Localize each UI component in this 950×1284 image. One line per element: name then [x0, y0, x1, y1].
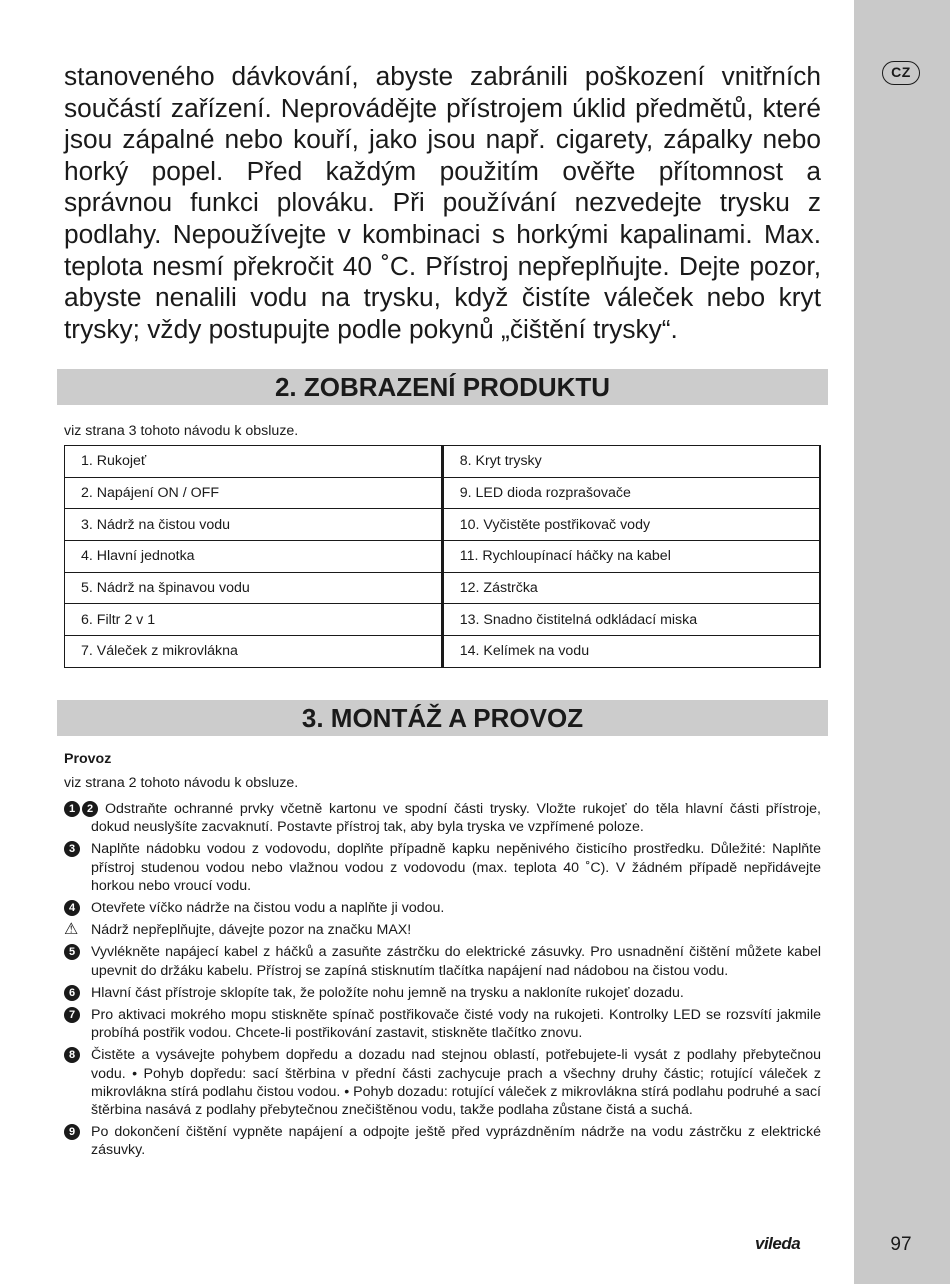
- step-text: Nádrž nepřeplňujte, dávejte pozor na značku MAX!: [91, 922, 412, 939]
- parts-row: [65, 604, 821, 636]
- parts-cell: 4. Hlavní jednotka: [65, 541, 443, 573]
- parts-cell: 14. Kelímek na vodu: [442, 636, 820, 668]
- step-number-badge: 1: [64, 801, 80, 817]
- vileda-logo: [755, 1234, 800, 1254]
- operation-steps: [64, 800, 821, 1164]
- parts-row: [65, 572, 821, 604]
- step-item: [64, 899, 821, 917]
- step-number-badge: 2: [82, 801, 98, 817]
- parts-table: [64, 445, 821, 668]
- step-markers: [64, 985, 80, 1001]
- parts-cell: 8. Kryt trysky: [442, 446, 820, 478]
- step-number-badge: 9: [64, 1124, 80, 1140]
- parts-row: [65, 477, 821, 509]
- step-item: [64, 1123, 821, 1159]
- step-number-badge: 7: [64, 1007, 80, 1023]
- parts-cell: 13. Snadno čistitelná odkládací miska: [442, 604, 820, 636]
- step-text: Otevřete víčko nádrže na čistou vodu a naplňte ji vodou.: [91, 900, 445, 917]
- step-markers: [64, 1007, 80, 1023]
- page-number: 97: [890, 1234, 912, 1255]
- parts-row: [65, 446, 821, 478]
- step-markers: [64, 922, 78, 938]
- step-item: [64, 1046, 821, 1119]
- parts-cell: 10. Vyčistěte postřikovač vody: [442, 509, 820, 541]
- step-item: [64, 800, 821, 836]
- step-markers: [64, 1047, 80, 1063]
- parts-cell: 6. Filtr 2 v 1: [65, 604, 443, 636]
- parts-row: [65, 541, 821, 573]
- step-text: Po dokončení čištění vypněte napájení a odpojte ještě před vyprázdněním nádrže na vodu zástrčku z elektrické zásuvky.: [91, 1124, 821, 1159]
- step-item: [64, 921, 821, 939]
- step-number-badge: 4: [64, 900, 80, 916]
- section-2-heading: 2. ZOBRAZENÍ PRODUKTU: [57, 369, 828, 405]
- step-text: Naplňte nádobku vodou z vodovodu, doplňte případně kapku nepěnivého čisticího prostředku. Důležité: Naplňte přístroj studenou vodou nebo vlažnou vodou z vodovodu (max. teplota 40 ˚C). V žádném případě nepřidávejte horkou nebo vroucí vodu.: [91, 841, 821, 894]
- section-2-see-page: viz strana 3 tohoto návodu k obsluze.: [64, 423, 299, 439]
- parts-row: [65, 636, 821, 668]
- step-markers: [64, 841, 80, 857]
- step-markers: [64, 944, 80, 960]
- step-markers: [64, 900, 80, 916]
- parts-cell: 12. Zástrčka: [442, 572, 820, 604]
- step-number-badge: 8: [64, 1047, 80, 1063]
- parts-cell: 11. Rychloupínací háčky na kabel: [442, 541, 820, 573]
- parts-row: [65, 509, 821, 541]
- section-3-see-page: viz strana 2 tohoto návodu k obsluze.: [64, 775, 299, 791]
- warning-icon: ⚠: [64, 921, 79, 939]
- parts-cell: 1. Rukojeť: [65, 446, 443, 478]
- step-item: [64, 984, 821, 1002]
- parts-cell: 5. Nádrž na špinavou vodu: [65, 572, 443, 604]
- operation-subheading: Provoz: [64, 751, 112, 767]
- step-markers: [64, 1124, 80, 1140]
- step-text: Čistěte a vysávejte pohybem dopředu a dozadu nad stejnou oblastí, potřebujete-li vysát z podlahy přebytečnou vodu. • Pohyb dopředu: sací štěrbina v přední části zachycuje prach a všechny druhy částic; rotující váleček z mikrovlákna stírá podlahu čistou vodou. • Pohyb dozadu: rotující váleček z mikrovlákna stírá podlahu podruhé a sací štěrbina nasává z podlahy přebytečnou znečištěnou vodu, takže podlaha zůstane čistá a suchá.: [91, 1047, 821, 1119]
- step-text: Odstraňte ochranné prvky včetně kartonu ve spodní části trysky. Vložte rukojeť do těla hlavní části přístroje, dokud neuslyšíte zacvaknutí. Postavte přístroj tak, aby byla tryska ve vzpřímené poloze.: [91, 801, 821, 836]
- parts-cell: 3. Nádrž na čistou vodu: [65, 509, 443, 541]
- section-3-heading: 3. MONTÁŽ A PROVOZ: [57, 700, 828, 736]
- side-strip: [854, 0, 950, 1284]
- step-text: Hlavní část přístroje sklopíte tak, že položíte nohu jemně na trysku a nakloníte rukojeť dozadu.: [91, 984, 684, 1001]
- intro-paragraph: stanoveného dávkování, abyste zabránili poškození vnitřních součástí zařízení. Neprovádějte přístrojem úklid předmětů, které jsou zápalné nebo kouří, jako jsou např. cigarety, zápalky nebo horký popel. Před každým použitím ověřte přítomnost a správnou funkci plováku. Při používání nezvedejte trysku z podlahy. Nepoužívejte v kombinaci s horkými kapalinami. Max. teplota nesmí překročit 40 ˚C. Přístroj nepřeplňujte. Dejte pozor, abyste nenalili vodu na trysku, když čistíte váleček nebo kryt trysky; vždy postupujte podle pokynů „čištění trysky“.: [64, 61, 821, 344]
- step-number-badge: 3: [64, 841, 80, 857]
- step-number-badge: 6: [64, 985, 80, 1001]
- step-item: [64, 840, 821, 895]
- parts-cell: 7. Váleček z mikrovlákna: [65, 636, 443, 668]
- language-badge: CZ: [882, 61, 920, 85]
- step-text: Vyvlékněte napájecí kabel z háčků a zasuňte zástrčku do elektrické zásuvky. Pro usnadnění čištění můžete kabel upevnit do držáku kabelu. Přístroj se zapíná stisknutím tlačítka napájení nad nádobou na čistou vodu.: [91, 944, 821, 979]
- step-item: [64, 943, 821, 979]
- brand-text: vileda: [755, 1234, 801, 1253]
- step-item: [64, 1006, 821, 1042]
- parts-cell: 2. Napájení ON / OFF: [65, 477, 443, 509]
- step-text: Pro aktivaci mokrého mopu stiskněte spínač postřikovače čisté vody na rukojeti. Kontrolky LED se rozsvítí jakmile probíhá postřik vodou. Chcete-li postřikování zastavit, stiskněte tlačítko znovu.: [91, 1007, 821, 1042]
- step-markers: [64, 801, 98, 817]
- step-number-badge: 5: [64, 944, 80, 960]
- parts-cell: 9. LED dioda rozprašovače: [442, 477, 820, 509]
